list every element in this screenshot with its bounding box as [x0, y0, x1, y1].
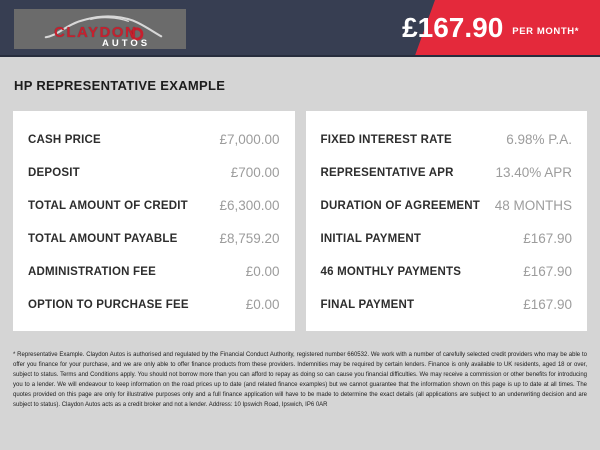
finance-row — [321, 222, 573, 255]
finance-label: FINAL PAYMENT — [320, 298, 415, 311]
finance-value: £167.90 — [523, 231, 572, 246]
finance-label: TOTAL AMOUNT PAYABLE — [28, 232, 178, 245]
brand-subtitle: AUTOS — [102, 37, 151, 49]
finance-value: 48 MONTHS — [494, 198, 572, 213]
finance-label: ADMINISTRATION FEE — [28, 265, 156, 278]
finance-value: £0.00 — [245, 297, 280, 312]
finance-row — [321, 189, 573, 222]
finance-label: OPTION TO PURCHASE FEE — [28, 298, 189, 311]
finance-card-left — [13, 111, 295, 331]
finance-value: £0.00 — [245, 264, 280, 279]
finance-value: £167.90 — [523, 264, 572, 279]
finance-value: £6,300.00 — [219, 198, 280, 213]
finance-row — [28, 189, 280, 222]
finance-value: £700.00 — [230, 165, 280, 180]
finance-value: 6.98% P.A. — [506, 132, 572, 147]
finance-label: 46 MONTHLY PAYMENTS — [320, 265, 462, 278]
finance-label: DURATION OF AGREEMENT — [320, 199, 480, 212]
finance-card-right — [306, 111, 588, 331]
page-title: HP REPRESENTATIVE EXAMPLE — [14, 78, 226, 93]
monthly-price: £167.90 — [402, 11, 504, 43]
brand-logo[interactable] — [14, 9, 186, 49]
monthly-price-badge — [402, 0, 579, 55]
finance-row — [28, 123, 280, 156]
brand-name: CLAYDON — [54, 24, 138, 41]
finance-label: TOTAL AMOUNT OF CREDIT — [28, 199, 188, 212]
price-period-label: PER MONTH* — [512, 26, 579, 37]
finance-row — [321, 288, 573, 321]
finance-value: £7,000.00 — [219, 132, 280, 147]
finance-value: £167.90 — [523, 297, 572, 312]
disclaimer-text: * Representative Example. Claydon Autos is authorised and regulated by the Financial Conduct Authority, registered number 660532. We work with a number of carefully selected credit providers who may be able to offer you finance for your purchase, and we are only able to offer finance products from these providers. Indemnities may be required by certain lenders. Finance is only available to UK residents, aged 18 or over, subject to status. Terms and Conditions apply. You should not borrow more than you can afford to repay as doing so can cause you financial difficulties. We may receive a commission or other benefits for introducing you to a lender. We will endeavour to keep information on the road prices up to date (and related finance examples) but we cannot guarantee that the information shown on this page is up to date at all times. The quotes provided on this page are only for illustrative purposes only and a full finance application will have to be made to determine the exact details (all applications are subject to an underwriting decision and are subject to status). Claydon Autos acts as a credit broker and not a lender. Address: 10 Ipswich Road, Ipswich, IP6 0AR — [13, 352, 587, 408]
finance-label: DEPOSIT — [28, 166, 80, 179]
finance-value: £8,759.20 — [219, 231, 280, 246]
finance-row — [28, 222, 280, 255]
finance-label: REPRESENTATIVE APR — [320, 166, 454, 179]
finance-row — [321, 255, 573, 288]
header-bar — [0, 0, 600, 57]
finance-label: INITIAL PAYMENT — [320, 232, 422, 245]
finance-summary — [0, 93, 600, 331]
finance-row — [28, 288, 280, 321]
finance-row — [28, 156, 280, 189]
finance-row — [28, 255, 280, 288]
finance-label: CASH PRICE — [28, 133, 101, 146]
finance-row — [321, 156, 573, 189]
finance-row — [321, 123, 573, 156]
finance-label: FIXED INTEREST RATE — [320, 133, 452, 146]
finance-value: 13.40% APR — [495, 165, 572, 180]
